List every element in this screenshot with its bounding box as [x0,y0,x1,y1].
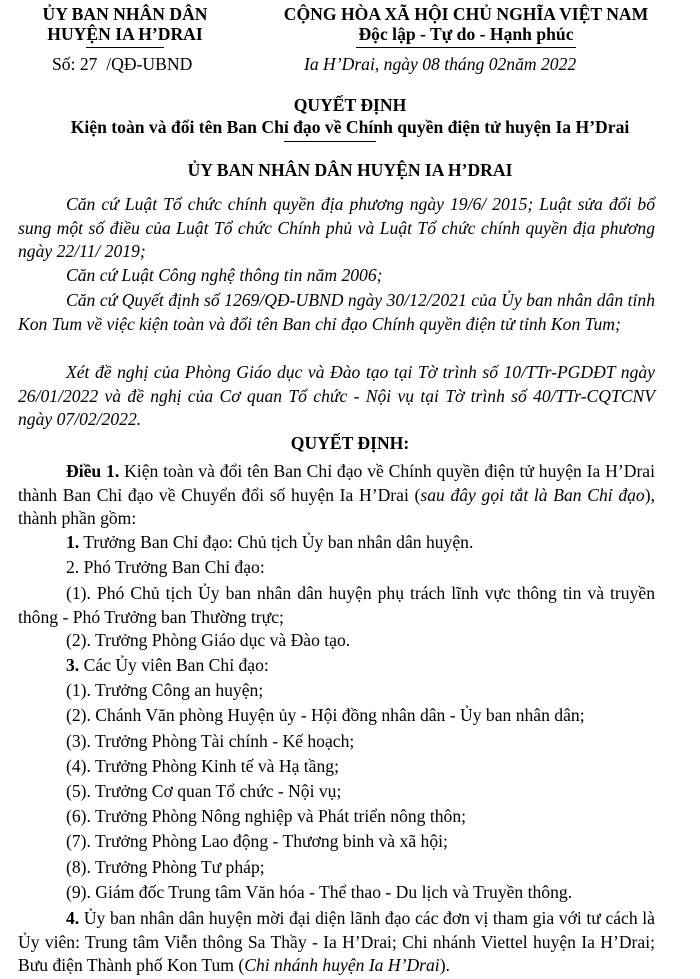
preamble-proposal: Xét đề nghị của Phòng Giáo dục và Đào tạo tại Tờ trình số 10/TTr-PGDĐT ngày 26/01/2022 và đề nghị của Cơ quan Tổ chức - Nội vụ tại Tờ trình số 40/TTr-CQTCNV ngày 07/02/2022. [18,362,655,429]
motto-underline [356,47,576,48]
item-2: 2. Phó Trưởng Ban Chỉ đạo: [66,557,265,577]
item-3: 3. Các Ủy viên Ban Chỉ đạo: [66,655,269,675]
item-2-2: (2). Trưởng Phòng Giáo dục và Đào tạo. [66,630,351,650]
national-title: CỘNG HÒA XÃ HỘI CHỦ NGHĨA VIỆT NAM [283,4,649,24]
preamble-basis-1: Căn cứ Luật Tổ chức chính quyền địa phương ngày 19/6/ 2015; Luật sửa đổi bổ sung một số điều của Luật Tổ chức Chính phủ và Luật Tổ chức chính quyền địa phương ngày 22/11/ 2019; [18,194,655,261]
member-item: (9). Giám đốc Trung tâm Văn hóa - Thể thao - Du lịch và Truyền thông. [66,882,573,902]
document-title: QUYẾT ĐỊNH [293,95,407,115]
member-item: (2). Chánh Văn phòng Huyện ủy - Hội đồng nhân dân - Ủy ban nhân dân; [66,705,585,725]
document-subtitle: Kiện toàn và đổi tên Ban Chỉ đạo về Chính quyền điện tử huyện Ia H’Drai [70,117,630,137]
preamble-basis-3: Căn cứ Quyết định số 1269/QĐ-UBND ngày 30/12/2021 của Ủy ban nhân dân tỉnh Kon Tum về việc kiện toàn và đổi tên Ban chỉ đạo Chính quyền điện tử tỉnh Kon Tum; [18,290,655,334]
item-2-1: (1). Phó Chủ tịch Ủy ban nhân dân huyện phụ trách lĩnh vực thông tin và truyền thông - Phó Trưởng ban Thường trực; [18,583,655,627]
subtitle-underline [284,141,376,142]
article-1: Điều 1. Kiện toàn và đổi tên Ban Chỉ đạo về Chính quyền điện tử huyện Ia H’Drai thành Ban Chỉ đạo về Chuyển đổi số huyện Ia H’Drai (sau đây gọi tắt là Ban Chỉ đạo), thành phần gồm: [18,461,656,528]
issuer-name-line2: HUYỆN IA H’DRAI [47,24,203,44]
member-item: (6). Trưởng Phòng Nông nghiệp và Phát triển nông thôn; [66,806,467,826]
issuer-underline [86,47,164,48]
member-item: (8). Trưởng Phòng Tư pháp; [66,857,265,877]
member-item: (5). Trưởng Cơ quan Tổ chức - Nội vụ; [66,781,342,801]
document-date: Ia H’Drai, ngày 08 tháng 02năm 2022 [304,54,577,74]
preamble-basis-2: Căn cứ Luật Công nghệ thông tin năm 2006; [66,265,383,285]
national-motto: Độc lập - Tự do - Hạnh phúc [358,24,574,44]
member-item: (3). Trưởng Phòng Tài chính - Kế hoạch; [66,731,355,751]
document-number: Số: 27 /QĐ-UBND [52,54,193,74]
item-1: 1. Trưởng Ban Chỉ đạo: Chủ tịch Ủy ban nhân dân huyện. [66,532,474,552]
issuer-name-line1: ỦY BAN NHÂN DÂN [42,4,208,24]
decision-heading: QUYẾT ĐỊNH: [290,433,410,453]
member-item: (1). Trưởng Công an huyện; [66,680,264,700]
member-item: (4). Trưởng Phòng Kinh tế và Hạ tầng; [66,756,339,776]
member-item: (7). Trưởng Phòng Lao động - Thương binh và xã hội; [66,831,448,851]
item-4: 4. Ủy ban nhân dân huyện mời đại diện lãnh đạo các đơn vị tham gia với tư cách là Ủy viên: Trung tâm Viễn thông Sa Thầy - Ia H’Drai; Chi nhánh Viettel huyện Ia H’Drai; Bưu điện Thành phố Kon Tum (Chi nhánh huyện Ia H’Drai). [18,908,655,975]
issuing-authority: ỦY BAN NHÂN DÂN HUYỆN IA H’DRAI [187,160,513,180]
